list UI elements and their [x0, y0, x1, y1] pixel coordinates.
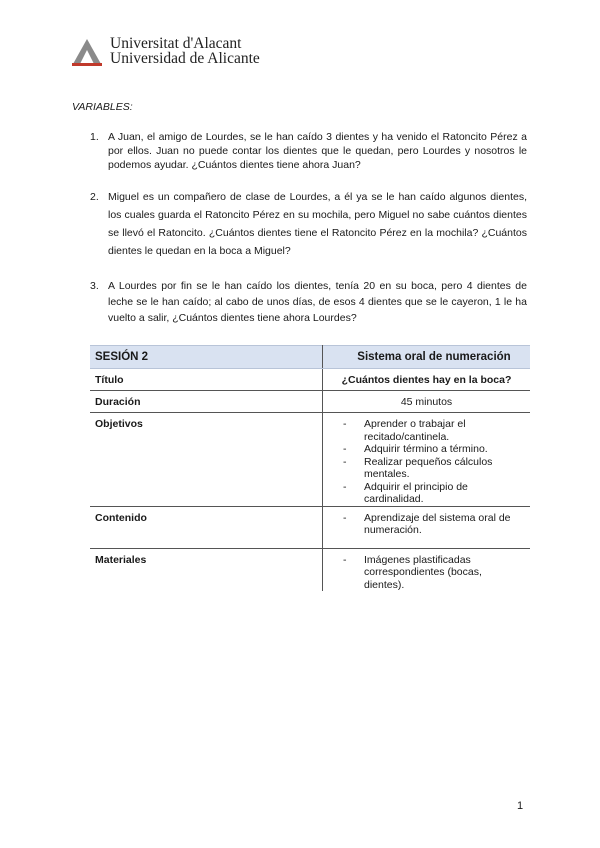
university-name-valencian: Universitat d'Alacant [110, 35, 242, 52]
problem-item-1 [90, 130, 527, 172]
objectives-cell [323, 413, 531, 507]
university-header [72, 36, 260, 66]
problem-number: 1. [90, 131, 99, 143]
content-list [328, 512, 525, 537]
row-label: Materiales [90, 548, 323, 591]
materials-cell [323, 548, 531, 591]
problem-item-3 [90, 278, 527, 326]
list-item: - Aprender o trabajar el recitado/cantinela. [328, 418, 525, 443]
duration-value: 45 minutos [323, 391, 531, 413]
problem-text: A Juan, el amigo de Lourdes, se le han caído 3 dientes y ha venido el Ratoncito Pérez a por ellos. Juan no puede contar los dientes que le quedan, pero Lourdes y nosotros le podemos ayudar. ¿Cuántos dientes tiene ahora Juan? [108, 131, 527, 171]
table-row-objetivos [90, 413, 530, 507]
session-number: SESIÓN 2 [90, 346, 323, 369]
list-item: - Adquirir término a término. [328, 443, 525, 456]
list-item: - Imágenes plastificadas correspondientes (bocas, dientes). [328, 554, 525, 592]
table-row-contenido [90, 506, 530, 548]
materials-list [328, 554, 525, 592]
university-name [110, 36, 260, 66]
problem-number: 3. [90, 280, 99, 292]
session-header-row [90, 346, 530, 369]
content-cell [323, 506, 531, 548]
table-row-materiales [90, 548, 530, 591]
session-table [90, 345, 530, 591]
list-item: - Adquirir el principio de cardinalidad. [328, 481, 525, 506]
list-item: - Aprendizaje del sistema oral de numeración. [328, 512, 525, 537]
session-topic: Sistema oral de numeración [323, 346, 531, 369]
row-label: Duración [90, 391, 323, 413]
row-label: Título [90, 369, 323, 391]
session-title-value: ¿Cuántos dientes hay en la boca? [323, 369, 531, 391]
problem-item-2 [90, 188, 527, 260]
problem-text: Miguel es un compañero de clase de Lourdes, a él ya se le han caído algunos dientes, los cuales guarda el Ratoncito Pérez en su mochila, pero Miguel no sabe cuántos dientes se llevó el Ratoncito. ¿Cuántos dientes tiene el Ratoncito Pérez en la mochila? ¿Cuántos dientes le quedan en la boca a Miguel? [108, 191, 527, 257]
objectives-list [328, 418, 525, 506]
table-row-titulo [90, 369, 530, 391]
row-label: Objetivos [90, 413, 323, 507]
row-label: Contenido [90, 506, 323, 548]
problem-number: 2. [90, 191, 99, 203]
variables-heading: VARIABLES: [72, 101, 133, 113]
university-name-spanish: Universidad de Alicante [110, 50, 260, 67]
list-item: - Realizar pequeños cálculos mentales. [328, 456, 525, 481]
table-row-duracion [90, 391, 530, 413]
page-number: 1 [517, 800, 524, 812]
problem-text: A Lourdes por fin se le han caído los dientes, tenía 20 en su boca, pero 4 dientes de leche se le han caído; al cabo de unos días, de esos 4 dientes que se le cayeron, 1 le ha vuelto a salir, ¿Cuántos dientes tiene ahora Lourdes? [108, 280, 527, 324]
university-logo-icon [72, 36, 102, 66]
